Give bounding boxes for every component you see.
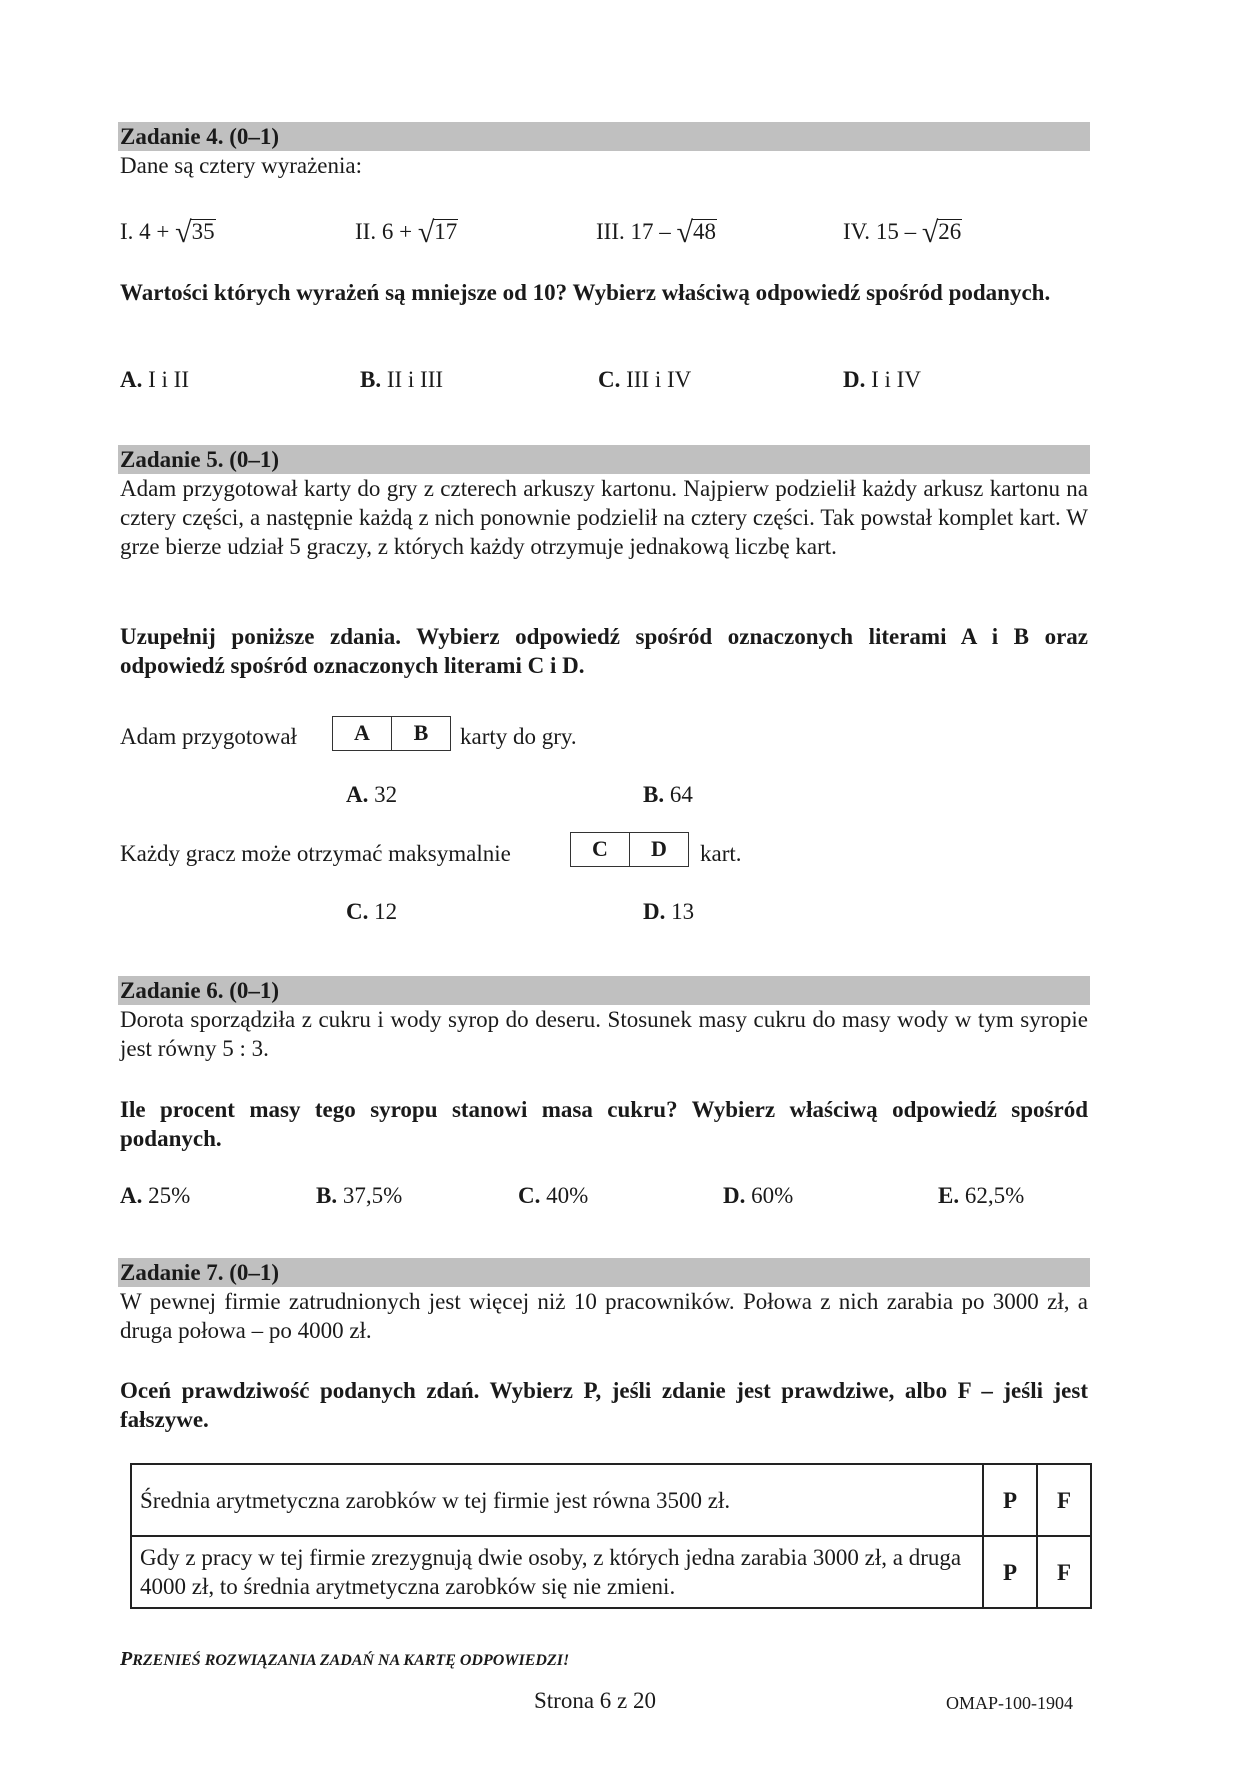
task6-option-e[interactable] — [938, 1181, 1024, 1210]
task5-text: Adam przygotował karty do gry z czterech arkuszy kartonu. Najpierw podzielił każdy arkusz kartonu na cztery części, a następnie każdą z nich ponownie podzielił na cztery części. Tak powstał komplet kart. W grze bierze udział 5 graczy, z których każdy otrzymuje jednakową liczbę kart. — [120, 476, 1088, 559]
option-text: 62,5% — [964, 1183, 1025, 1208]
task5-option-b[interactable] — [643, 780, 693, 809]
task5-option-d[interactable] — [643, 897, 694, 926]
task4-expression-2 — [355, 216, 458, 249]
option-text: 64 — [669, 782, 693, 807]
option-letter: A. — [120, 367, 143, 392]
option-letter: D. — [843, 367, 866, 392]
task4-option-c[interactable] — [598, 365, 691, 394]
expression-prefix: 15 – — [875, 219, 917, 244]
expression-prefix: 17 – — [630, 219, 671, 244]
statement-cell: Gdy z pracy w tej firmie zrezygnują dwie osoby, z których jedna zarabia 3000 zł, a druga 4000 zł, to średnia arytmetyczna zarobków się nie zmieni. — [131, 1536, 983, 1608]
option-letter: B. — [643, 782, 665, 807]
option-text: 60% — [751, 1183, 794, 1208]
sqrt-symbol: √35 — [175, 216, 215, 249]
exam-code: OMAP-100-1904 — [946, 1693, 1074, 1713]
task7-text: W pewnej firmie zatrudnionych jest więcej niż 10 pracowników. Połowa z nich zarabia po 3000 zł, a druga połowa – po 4000 zł. — [120, 1289, 1088, 1343]
radicand: 35 — [191, 219, 215, 244]
task5-answer-box-ab[interactable] — [332, 716, 451, 751]
task5-sentence1-end: karty do gry. — [460, 724, 577, 749]
task7-header: Zadanie 7. (0–1) — [118, 1258, 1090, 1287]
option-letter: C. — [346, 899, 369, 924]
option-letter: B. — [316, 1183, 338, 1208]
table-row — [131, 1536, 1091, 1608]
task4-intro: Dane są cztery wyrażenia: — [120, 153, 362, 178]
option-text: 32 — [374, 782, 398, 807]
box-choice-d[interactable]: D — [629, 833, 688, 866]
task5-sentence2-end: kart. — [700, 841, 742, 866]
table-row — [131, 1464, 1091, 1536]
page-number: Strona 6 z 20 — [534, 1688, 657, 1713]
task6-header: Zadanie 6. (0–1) — [118, 976, 1090, 1005]
task7-instruction: Oceń prawdziwość podanych zdań. Wybierz P, jeśli zdanie jest prawdziwe, albo F – jeśli jest fałszywe. — [120, 1378, 1088, 1432]
option-text: 37,5% — [342, 1183, 403, 1208]
true-choice[interactable]: P — [983, 1464, 1037, 1536]
task4-expression-1 — [120, 216, 216, 249]
option-text: I i IV — [871, 367, 921, 392]
task5-option-a[interactable] — [346, 780, 397, 809]
box-choice-a[interactable]: A — [354, 720, 370, 745]
option-letter: C. — [598, 367, 621, 392]
task4-option-b[interactable] — [360, 365, 443, 394]
true-false-table — [130, 1463, 1092, 1609]
task6-option-b[interactable] — [316, 1181, 402, 1210]
option-letter: A. — [346, 782, 369, 807]
expression-prefix: 4 + — [139, 219, 170, 244]
sqrt-symbol: √26 — [921, 216, 962, 249]
note-initial: P — [120, 1648, 133, 1670]
option-text: 25% — [148, 1183, 191, 1208]
transfer-answers-note — [120, 1648, 569, 1671]
radicand: 17 — [434, 219, 458, 244]
expression-prefix: 6 + — [381, 219, 413, 244]
task4-header: Zadanie 4. (0–1) — [118, 122, 1090, 151]
option-text: I i II — [148, 367, 189, 392]
task6-option-c[interactable] — [518, 1181, 588, 1210]
expression-label: III. — [596, 219, 625, 244]
task6-text: Dorota sporządziła z cukru i wody syrop do deseru. Stosunek masy cukru do masy wody w tym syropie jest równy 5 : 3. — [120, 1007, 1088, 1061]
task6-option-a[interactable] — [120, 1181, 190, 1210]
radicand: 48 — [692, 219, 716, 244]
box-choice-c[interactable]: C — [592, 836, 608, 861]
task4-question: Wartości których wyrażeń są mniejsze od 10? Wybierz właściwą odpowiedź spośród podanych. — [120, 280, 1051, 305]
false-choice[interactable]: F — [1037, 1536, 1091, 1608]
radicand: 26 — [938, 219, 962, 244]
true-choice[interactable]: P — [983, 1536, 1037, 1608]
option-text: 12 — [374, 899, 398, 924]
option-letter: D. — [643, 899, 666, 924]
task5-sentence1-start: Adam przygotował — [120, 724, 297, 749]
option-letter: B. — [360, 367, 382, 392]
expression-label: I. — [120, 219, 134, 244]
task5-sentence2-start: Każdy gracz może otrzymać maksymalnie — [120, 841, 511, 866]
sqrt-symbol: √17 — [417, 216, 458, 249]
task6-option-d[interactable] — [723, 1181, 793, 1210]
task4-expression-3 — [596, 216, 717, 249]
option-letter: E. — [938, 1183, 960, 1208]
task5-option-c[interactable] — [346, 897, 397, 926]
expression-label: IV. — [843, 219, 871, 244]
note-rest: RZENIEŚ ROZWIĄZANIA ZADAŃ NA KARTĘ ODPOWIEDZI! — [132, 1652, 570, 1669]
option-letter: A. — [120, 1183, 143, 1208]
false-choice[interactable]: F — [1037, 1464, 1091, 1536]
task5-instruction: Uzupełnij poniższe zdania. Wybierz odpowiedź spośród oznaczonych literami A i B oraz odpowiedź spośród oznaczonych literami C i D. — [120, 624, 1088, 678]
sqrt-symbol: √48 — [676, 216, 716, 249]
option-letter: D. — [723, 1183, 746, 1208]
task5-answer-box-cd[interactable] — [570, 832, 689, 867]
option-text: 13 — [671, 899, 695, 924]
task4-expression-4 — [843, 216, 962, 249]
option-text: III i IV — [626, 367, 692, 392]
option-text: II i III — [386, 367, 444, 392]
task5-header: Zadanie 5. (0–1) — [118, 445, 1090, 474]
task4-option-a[interactable] — [120, 365, 189, 394]
expression-label: II. — [355, 219, 377, 244]
task4-option-d[interactable] — [843, 365, 921, 394]
task6-question: Ile procent masy tego syropu stanowi masa cukru? Wybierz właściwą odpowiedź spośród podanych. — [120, 1097, 1088, 1151]
option-letter: C. — [518, 1183, 541, 1208]
option-text: 40% — [546, 1183, 589, 1208]
statement-cell: Średnia arytmetyczna zarobków w tej firmie jest równa 3500 zł. — [131, 1464, 983, 1536]
box-choice-b[interactable]: B — [391, 717, 450, 750]
